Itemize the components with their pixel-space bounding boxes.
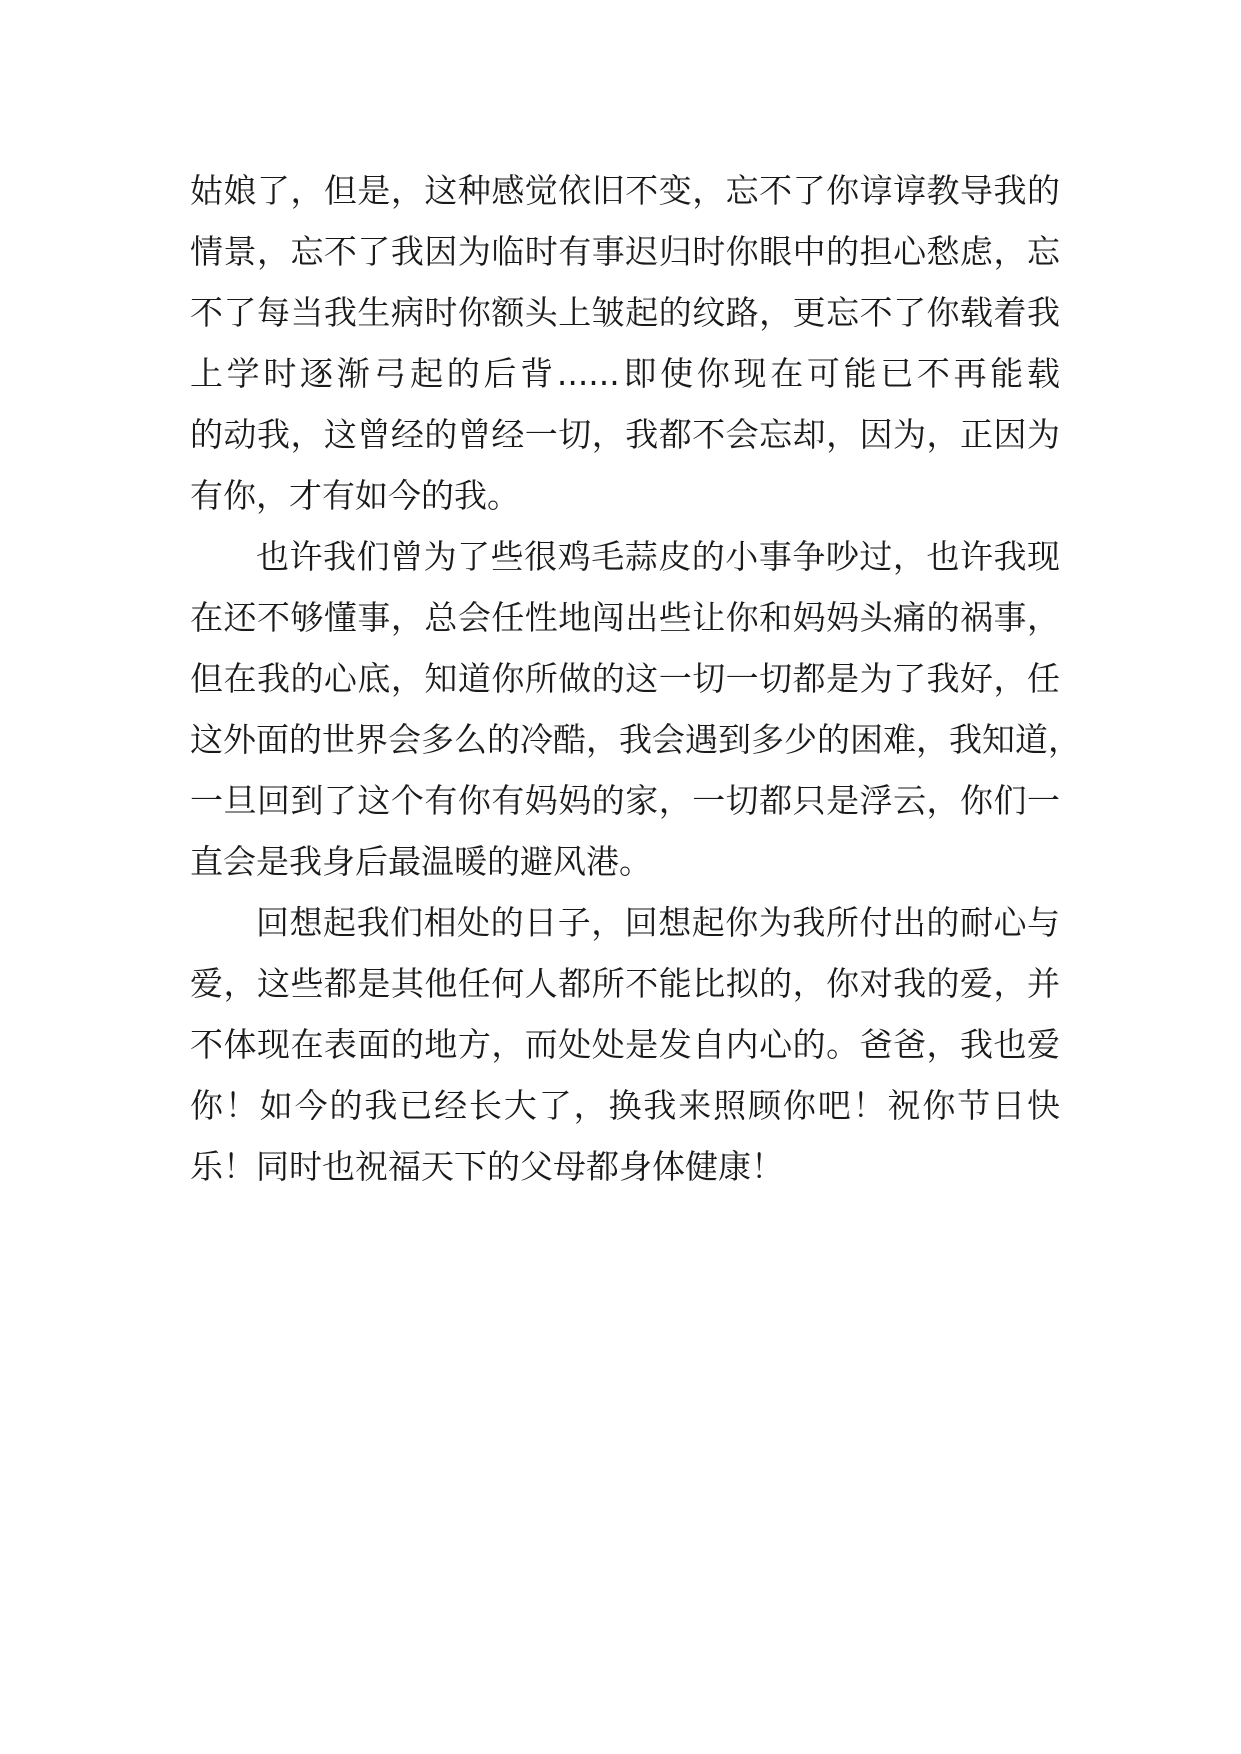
text-line: 不了每当我生病时你额头上皱起的纹路，更忘不了你载着我 bbox=[190, 293, 1060, 332]
text-line: 上学时逐渐弓起的后背......即使你现在可能已不再能载 bbox=[190, 354, 1060, 393]
text-line: 的动我，这曾经的曾经一切，我都不会忘却，因为，正因为 bbox=[190, 415, 1060, 454]
text-line: 有你，才有如今的我。 bbox=[190, 476, 520, 515]
text-line: 乐！同时也祝福天下的父母都身体健康！ bbox=[190, 1147, 784, 1186]
text-line: 在还不够懂事，总会任性地闯出些让你和妈妈头痛的祸事， bbox=[190, 598, 1060, 637]
text-line: 回想起我们相处的日子，回想起你为我所付出的耐心与 bbox=[256, 903, 1060, 942]
text-line: 也许我们曾为了些很鸡毛蒜皮的小事争吵过，也许我现 bbox=[256, 537, 1060, 576]
text-line: 爱，这些都是其他任何人都所不能比拟的，你对我的爱，并 bbox=[190, 964, 1060, 1003]
body-text bbox=[190, 160, 1081, 1197]
text-line: 这外面的世界会多么的冷酷，我会遇到多少的困难，我知道， bbox=[190, 720, 1081, 759]
text-line: 直会是我身后最温暖的避风港。 bbox=[190, 842, 652, 881]
text-line: 你！如今的我已经长大了，换我来照顾你吧！祝你节日快 bbox=[190, 1086, 1060, 1125]
text-line: 但在我的心底，知道你所做的这一切一切都是为了我好，任 bbox=[190, 659, 1060, 698]
text-line: 一旦回到了这个有你有妈妈的家，一切都只是浮云，你们一 bbox=[190, 781, 1060, 820]
text-line: 不体现在表面的地方，而处处是发自内心的。爸爸，我也爱 bbox=[190, 1025, 1060, 1064]
text-line: 姑娘了，但是，这种感觉依旧不变，忘不了你谆谆教导我的 bbox=[190, 171, 1060, 210]
text-line: 情景，忘不了我因为临时有事迟归时你眼中的担心愁虑，忘 bbox=[190, 232, 1060, 271]
